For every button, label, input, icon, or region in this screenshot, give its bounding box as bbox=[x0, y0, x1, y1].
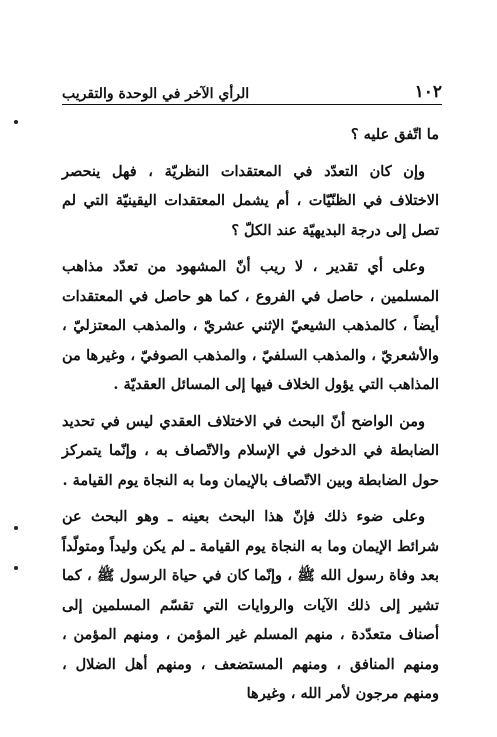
body-text bbox=[62, 120, 439, 716]
page-number: ١٠٢ bbox=[414, 82, 442, 102]
paragraph-5: وعلى ضوء ذلك فإنّ هذا البحث بعينه ـ وهو البحث عن شرائط الإيمان وما به النجاة يوم القيامة ـ لم يكن وليداً ومتولّداً بعد وفاة رسول الله ﷺ ، وإنّما كان في حياة الرسول ﷺ ، كما تشير إلى ذلك الآيات والروايات التي تقسّم المسلمين إلى أصناف متعدّدة ، منهم المسلم غير المؤمن ، ومنهم المؤمن ، ومنهم المنافق ، ومنهم المستضعف ، ومنهم أهل الضلال ، ومنهم مرجون لأمر الله ، وغيرها bbox=[62, 508, 439, 702]
header-divider bbox=[62, 104, 442, 105]
page-header bbox=[62, 78, 442, 102]
margin-speck bbox=[14, 566, 18, 570]
margin-speck bbox=[14, 120, 18, 124]
margin-speck bbox=[14, 526, 18, 530]
paragraph-2: وإن كان التعدّد في المعتقدات النظريّة ، فهل ينحصر الاختلاف في الظنّيّات ، أم يشمل المعتقدات اليقينيّة التي لم تصل إلى درجة البديهيّة عند الكلّ ؟ bbox=[62, 162, 439, 239]
paragraph-4: ومن الواضح أنّ البحث في الاختلاف العقدي ليس في تحديد الضابطة في الدخول في الإسلام والاتّصاف به ، وإنّما يتمركز حول الضابطة وبين الاتّصاف بالإيمان وما به النجاة يوم القيامة . bbox=[62, 412, 439, 489]
paragraph-3: وعلى أي تقدير ، لا ريب أنّ المشهود من تعدّد مذاهب المسلمين ، حاصل في الفروع ، كما هو حاصل في المعتقدات أيضاً ، كالمذهب الشيعيّ الإثني عشريّ ، والمذهب المعتزليّ ، والأشعريّ ، والمذهب السلفيّ ، والمذهب الصوفيّ ، وغيرها من المذاهب التي يؤول الخلاف فيها إلى المسائل العقديّة . bbox=[62, 258, 439, 393]
running-title: الرأي الآخر في الوحدة والتقريب bbox=[62, 86, 250, 102]
paragraph-1: ما اتّفق عليه ؟ bbox=[350, 126, 439, 143]
